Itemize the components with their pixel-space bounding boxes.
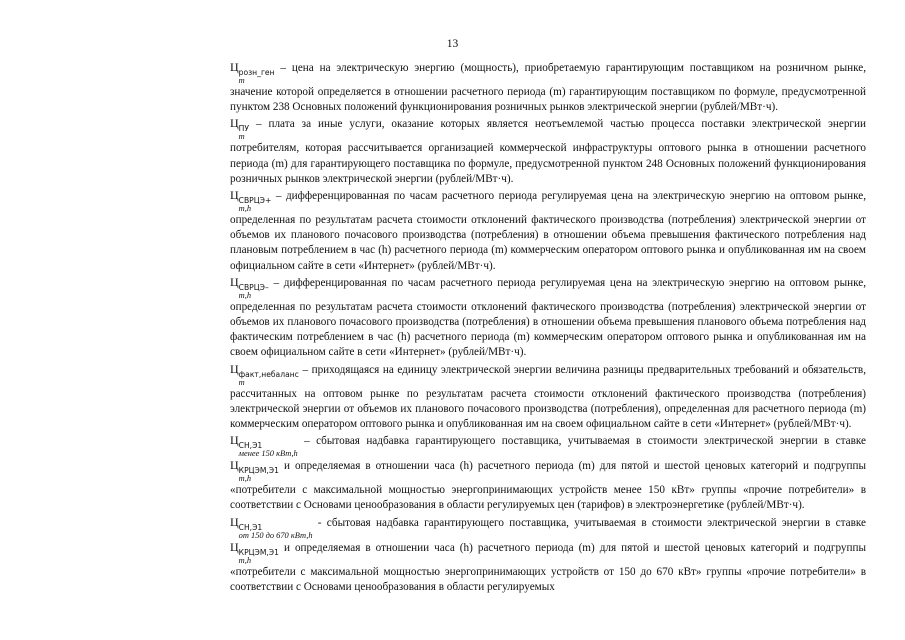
definition-svrce-plus <box>230 188 866 274</box>
price-symbol: Ц СВРЦЭ– m,h <box>230 274 269 300</box>
page-number: 13 <box>446 38 459 50</box>
definition-text: – сбытовая надбавка гарантирующего поставщика, учитываемая в стоимости электрической энергии в ставке <box>297 435 866 448</box>
definition-markup-150-670kw <box>230 515 866 595</box>
definition-retail-generation-price <box>230 60 866 115</box>
rate-symbol: Ц КРЦЭМ,Э1 m,h <box>230 539 279 565</box>
definition-fact-imbalance <box>230 362 866 433</box>
definition-other-services-fee <box>230 116 866 187</box>
price-symbol: Ц розн_ген m <box>230 60 275 85</box>
price-symbol: Ц СВРЦЭ+ m,h <box>230 188 272 214</box>
definition-svrce-minus <box>230 275 866 361</box>
definition-text: – дифференцированная по часам расчетного периода регулируемая цена на электрическую энергию на оптовом рынке, определенная по результатам расчета стоимости отклонений фактического производства (потребления) электрической энергии от объемов их планового почасового производства (потребления) в отношении объема превышения фактического потребления над плановым потреблением в час (h) расчетного периода (m) коммерческим оператором оптового рынка и опубликованная им на своем официальном сайте в сети «Интернет» (рублей/МВт·ч). <box>230 190 866 272</box>
markup-symbol: Ц СН,Э1 менее 150 кВт,h <box>230 433 298 459</box>
definition-text: – приходящаяся на единицу электрической энергии величина разницы предварительных требований и обязательств, рассчитанных на оптовом рынке по результатам расчета стоимости отклонений фактического производства (потребления) электрической энергии от объемов их планового почасового производства (потребления), определенная для расчетного периода (m) коммерческим оператором оптового рынка и опубликованная им на своем официальном сайте в сети «Интернет» (рублей/МВт·ч). <box>230 363 866 431</box>
definition-text-continued: и определяемая в отношении часа (h) расчетного периода (m) для пятой и шестой ценовых категорий и подгруппы «потребители с максимальной мощностью энергопринимающих устройств от 150 до 670 кВт» группы «прочие потребители» в соответствии с Основами ценообразования в области регулируемых <box>230 541 866 593</box>
definition-text: – цена на электрическую энергию (мощность), приобретаемую гарантирующим поставщиком на розничном рынке, значение которой определяется в отношении расчетного периода (m) гарантирующим поставщиком по формуле, предусмотренной пунктом 238 Основных положений функционирования розничных рынков электрической энергии (рублей/МВт·ч). <box>230 62 866 114</box>
price-symbol: Ц ПУ m <box>230 116 250 142</box>
definition-markup-under-150kw <box>230 433 866 513</box>
definition-text-continued: и определяемая в отношении часа (h) расчетного периода (m) для пятой и шестой ценовых категорий и подгруппы «потребители с максимальной мощностью энергопринимающих устройств менее 150 кВт» группы «прочие потребители» в соответствии с Основами ценообразования в области регулируемых цен (тарифов) в электроэнергетике (рублей/МВт·ч). <box>230 460 866 512</box>
document-body <box>230 60 866 596</box>
rate-symbol: Ц КРЦЭМ,Э1 m,h <box>230 458 279 484</box>
definition-text: – дифференцированная по часам расчетного периода регулируемая цена на электрическую энергию на оптовом рынке, определенная по результатам расчета стоимости отклонений фактического производства (потребления) электрической энергии от объемов их планового почасового производства (потребления) в отношении объема превышения планового объема потребления над фактическим потреблением в час (h) расчетного периода (m) коммерческим оператором оптового рынка и опубликованная им на своем официальном сайте в сети «Интернет» (рублей/МВт·ч). <box>230 276 866 359</box>
markup-symbol: Ц СН,Э1 от 150 до 670 кВт,h <box>230 514 313 540</box>
definition-text: – плата за иные услуги, оказание которых является неотъемлемой частью процесса поставки электрической энергии потребителям, которая рассчитывается организацией коммерческой инфраструктуры оптового рынка в отношении расчетного периода (m) для гарантирующего поставщика по формуле, предусмотренной пунктом 248 Основных положений функционирования розничных рынков электрической энергии (рублей/МВт·ч). <box>230 118 866 185</box>
price-symbol: Ц факт,небаланс m <box>230 361 299 387</box>
definition-text: - сбытовая надбавка гарантирующего поставщика, учитываемая в стоимости электрической энергии в ставке <box>312 516 866 529</box>
